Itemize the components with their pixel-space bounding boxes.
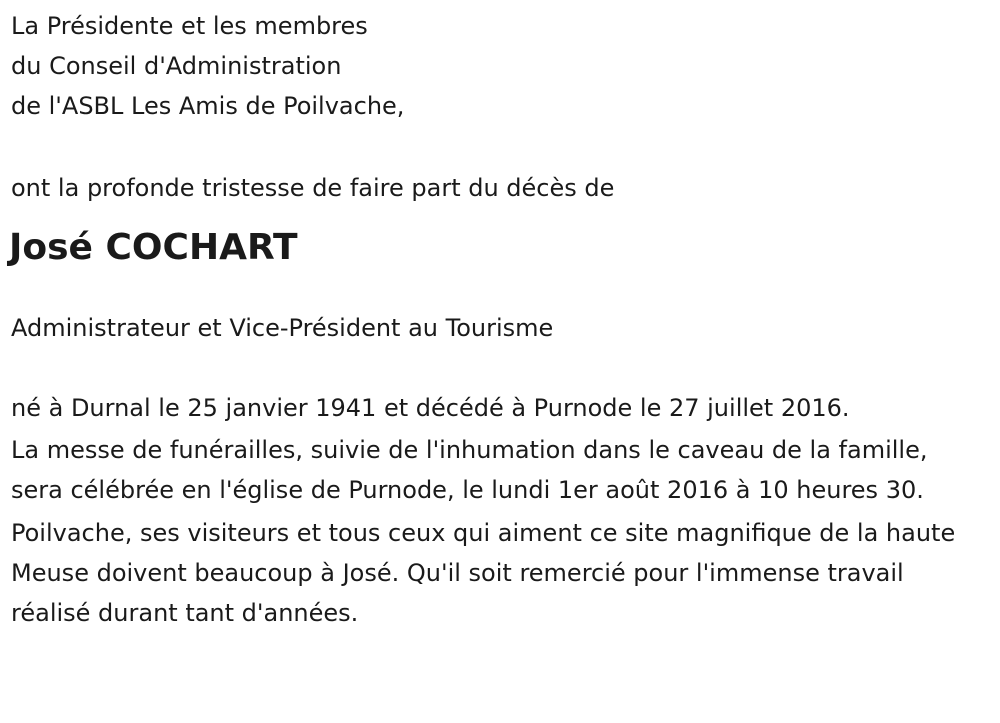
- spacer: [11, 126, 986, 168]
- tribute-paragraph: Poilvache, ses visiteurs et tous ceux qui aiment ce site magnifique de la haute Meuse doivent beaucoup à José. Qu'il soit remercié pour l'immense travail réalisé durant tant d'années.: [11, 519, 956, 627]
- deceased-role: Administrateur et Vice-Président au Tourisme: [11, 314, 554, 342]
- header-line-3: de l'ASBL Les Amis de Poilvache,: [11, 92, 405, 120]
- birth-death-line: né à Durnal le 25 janvier 1941 et décédé à Purnode le 27 juillet 2016.: [11, 394, 850, 422]
- obituary-notice: [11, 6, 986, 633]
- funeral-paragraph: La messe de funérailles, suivie de l'inhumation dans le caveau de la famille, sera célébrée en l'église de Purnode, le lundi 1er août 2016 à 10 heures 30.: [11, 436, 928, 504]
- header-line-2: du Conseil d'Administration: [11, 52, 342, 80]
- header-line-1: La Présidente et les membres: [11, 12, 368, 40]
- announcement-text: ont la profonde tristesse de faire part du décès de: [11, 174, 615, 202]
- deceased-name: José COCHART: [9, 227, 298, 268]
